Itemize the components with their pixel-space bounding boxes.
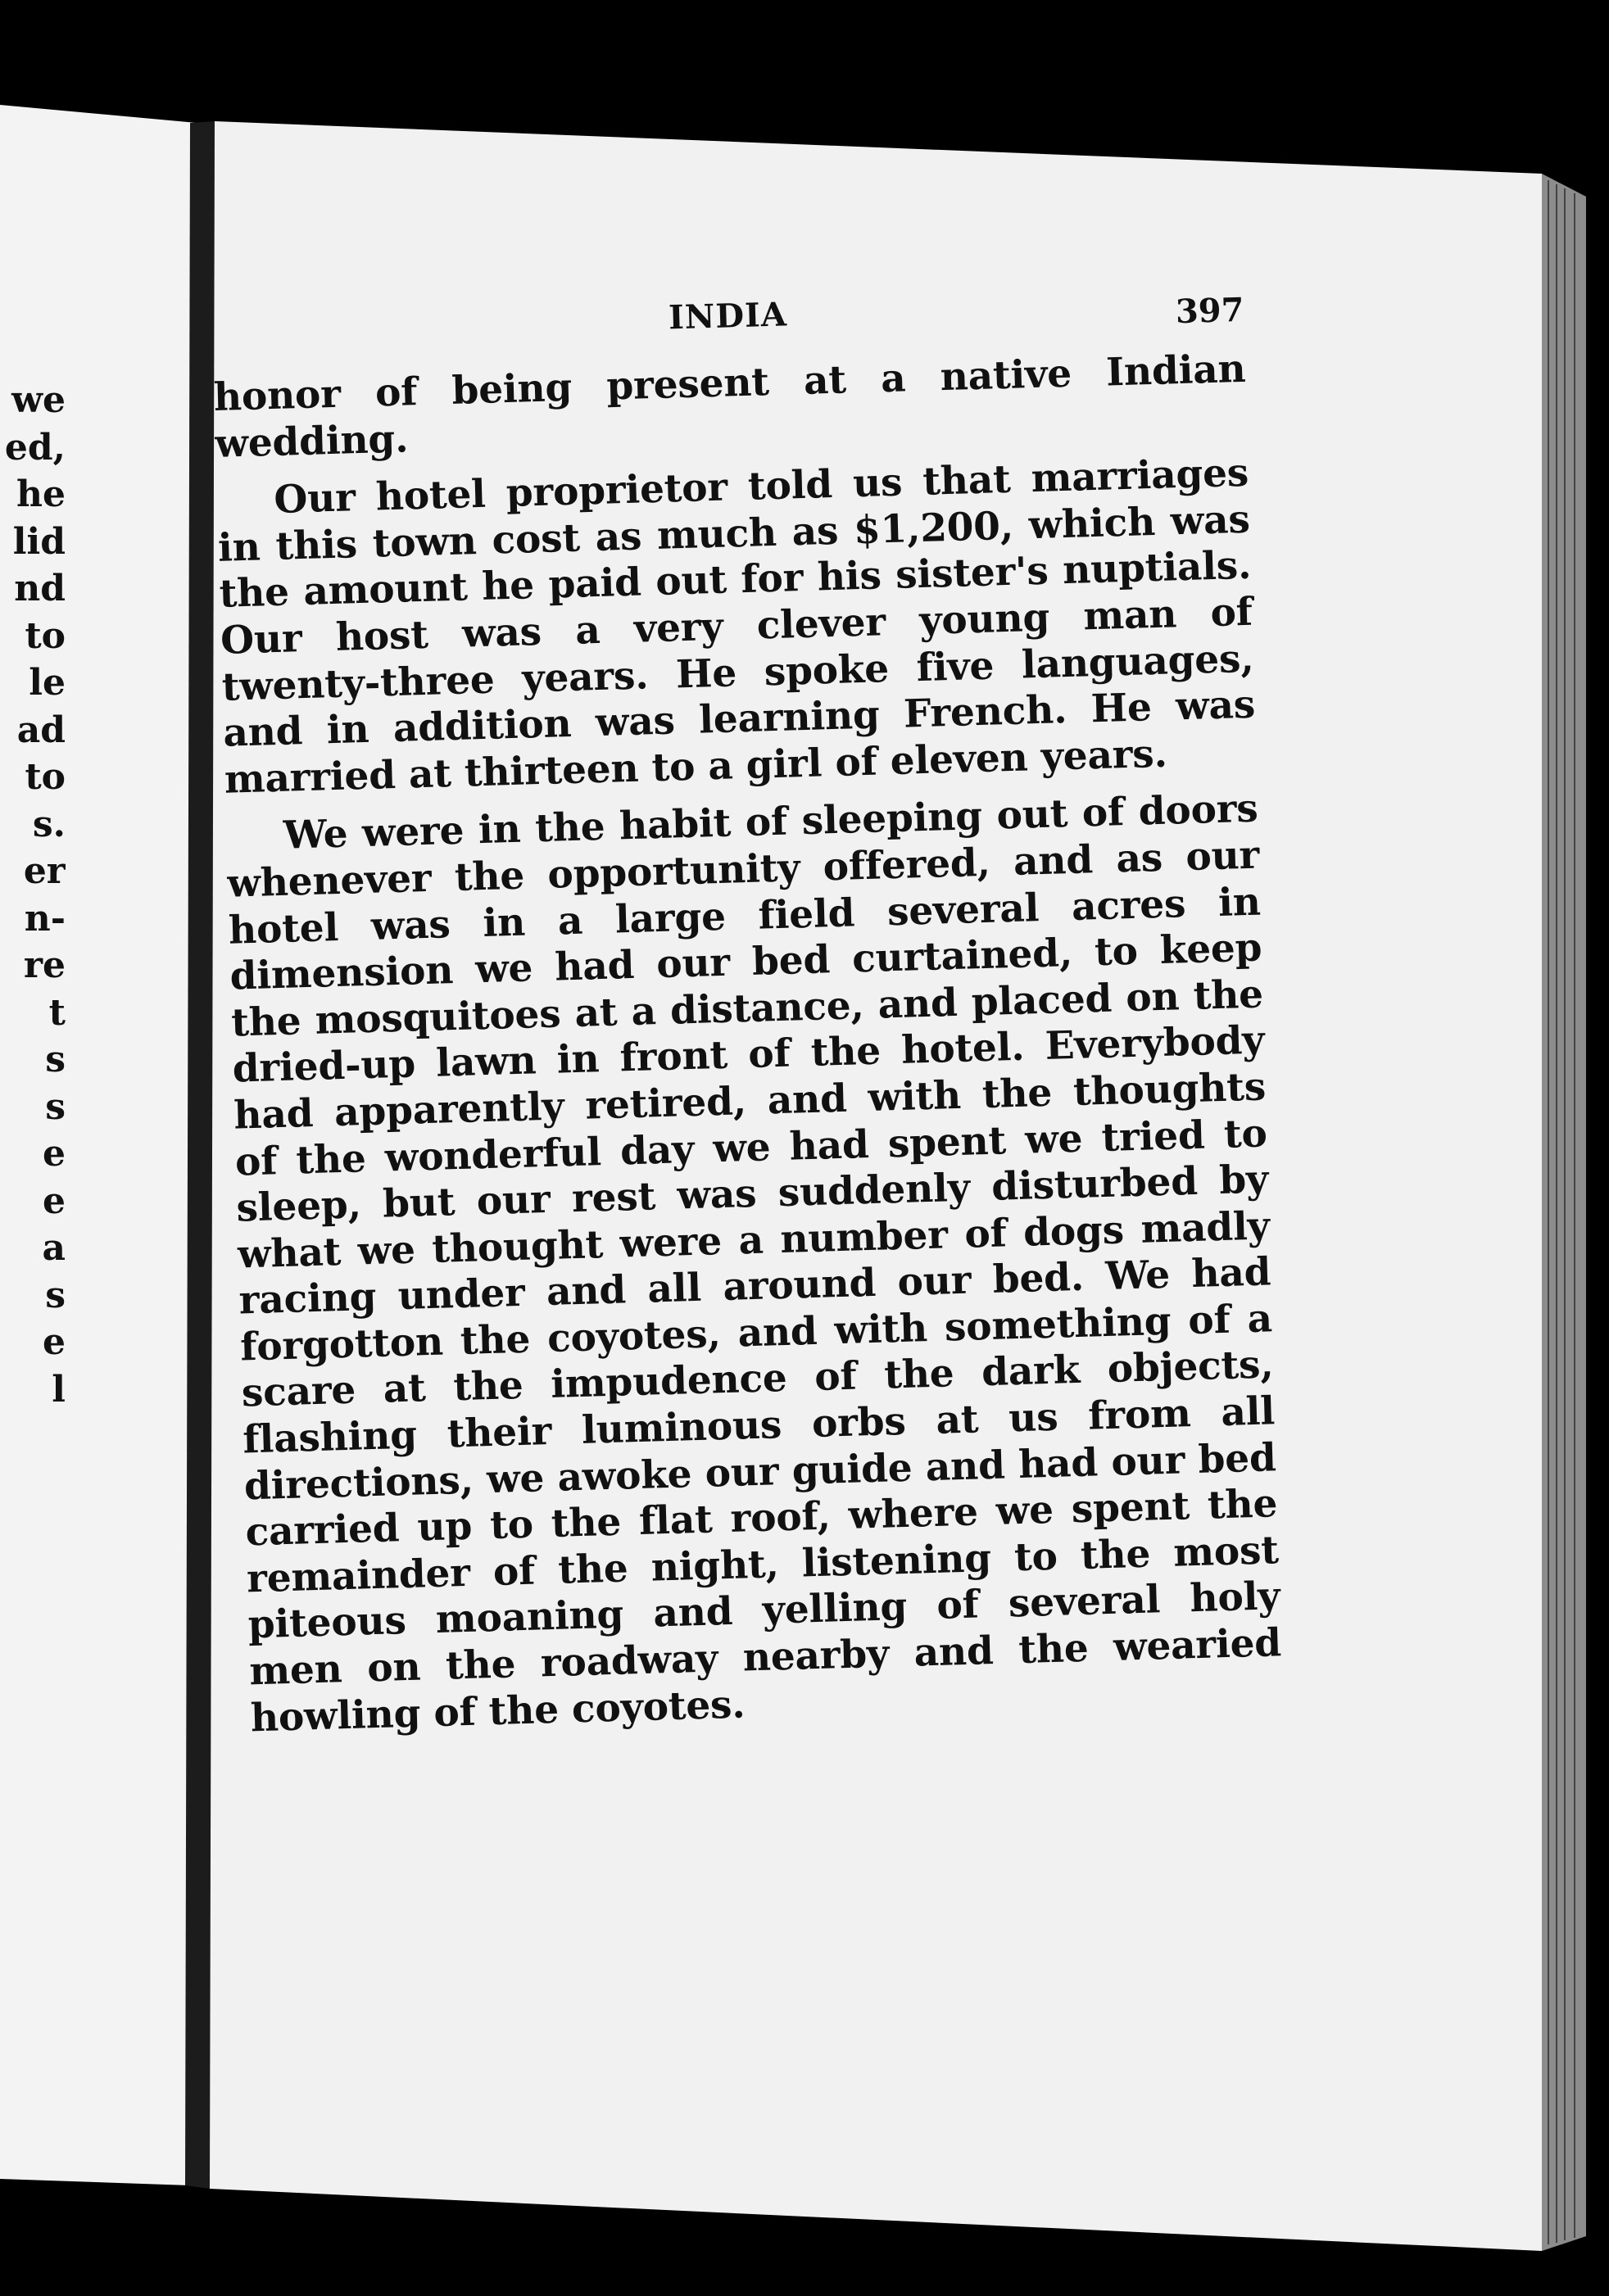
fragment-line: e [43,1180,66,1222]
fragment-line: s. [32,803,66,845]
fragment-line: er [23,850,66,892]
fragment-line: t [48,991,66,1034]
fragment-line: he [16,473,66,515]
gutter-shadow [185,121,215,2189]
paragraph: Our hotel proprietor told us that marriages in this town cost as much as $1,200, which was the amount he paid out for his sister's nuptials. Our host was a very clever young man of twenty-three years. He spoke five languages, and in addition was learning French. He was married at thirteen to a girl of eleven years. [217,450,1256,803]
fragment-line: to [25,614,66,657]
paragraph: We were in the habit of sleeping out of doors whenever the opportunity offered, and as our hotel was in a large field several acres in dimension we had our bed curtained, to keep the mosquitoes at a distance, and placed on the dried-up lawn in front of the hotel. Everybody had apparently retired, and with the thoughts of the wonderful day we had spent we tried to sleep, but our rest was suddenly disturbed by what we thought were a number of dogs madly racing under and all around our bed. We had forgotton the coyotes, and with something of a scare at the impudence of the dark objects, flashing their luminous orbs at us from all directions, we awoke our guide and had our bed carried up to the flat roof, where we spent the remainder of the night, listening to the most piteous moaning and yelling of several holy men on the roadway nearby and the wearied howling of the coyotes. [226,786,1282,1741]
fragment-line: s [45,1274,66,1316]
fragment-line: a [42,1227,66,1269]
fragment-line: ad [16,709,66,751]
fragment-line: lid [12,520,66,563]
fragment-line: s [45,1039,66,1080]
fragment-line: s [45,1085,66,1128]
fragment-line: ed, [4,426,66,469]
fragment-line: re [23,944,66,986]
fragment-line: l [52,1368,66,1411]
left-page-fragments [0,377,66,1413]
fragment-line: e [43,1133,66,1175]
fragment-line: nd [14,568,66,609]
body-text [213,346,1284,1754]
fragment-line: we [11,379,66,421]
fragment-line: to [25,756,66,798]
fragment-line: le [29,662,66,704]
page-number: 397 [1175,290,1245,332]
paragraph-continuation: honor of being present at a native Indian wedding. [213,346,1247,467]
running-title: INDIA [668,295,788,337]
fragment-line: n- [24,897,66,940]
fragment-line: e [43,1321,66,1363]
right-page-content [211,282,1313,1949]
